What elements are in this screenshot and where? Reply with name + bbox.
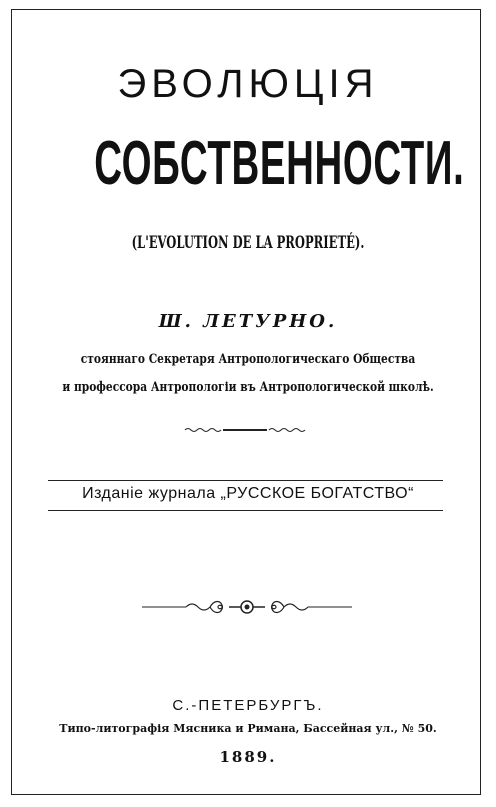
flourish-ornament-icon [142,597,352,617]
publisher-rule-bottom [48,510,443,511]
title-line-1: ЭВОЛЮЦІЯ [117,62,379,106]
publisher-line: Изданіе журнала „РУССКОЕ БОГАТСТВО“ [82,485,414,502]
publication-year: 1889. [219,748,277,766]
title-line-2: СОБСТВЕННОСТИ. [94,129,465,198]
wave-divider-icon [185,425,305,435]
author-description-line-2: и профессора Антропологіи въ Антропологической школѣ. [62,380,434,395]
page-border [11,9,481,795]
author-name: Ш. ЛЕТУРНО. [158,311,338,332]
publisher-rule-top [48,480,443,481]
author-description-line-1: стояннаго Секретаря Антропологическаго Общества [80,352,416,367]
city: С.-ПЕТЕРБУРГЪ. [172,697,324,714]
printer-line: Типо-литографія Мясника и Римана, Бассейная ул., № 50. [59,722,437,735]
subtitle: (L'EVOLUTION DE LA PROPRIETÉ). [131,233,365,253]
